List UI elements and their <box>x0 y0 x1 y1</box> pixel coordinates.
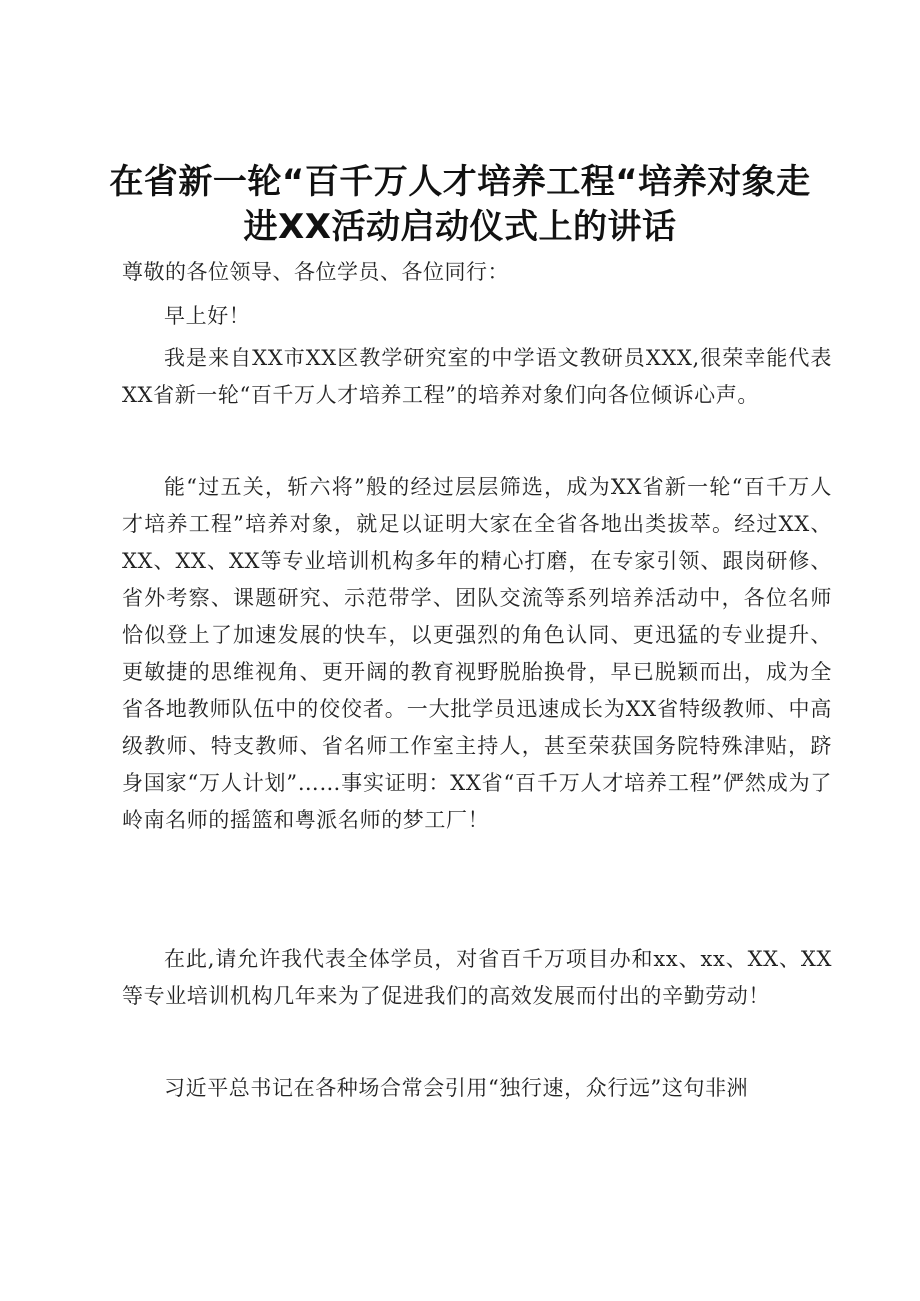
paragraph-introduction: 我是来自XX市XX区教学研究室的中学语文教研员XXX,很荣幸能代表XX省新一轮“百千万人才培养工程”的培养对象们向各位倾诉心声。 <box>122 346 832 407</box>
paragraph-achievements: 能“过五关，斩六将”般的经过层层筛选，成为XX省新一轮“百千万人才培养工程”培养对象，就足以证明大家在全省各地出类拔萃。经过XX、XX、XX、XX等专业培训机构多年的精心打磨，在专家引领、跟岗研修、省外考察、课题研究、示范带学、团队交流等系列培养活动中，各位名师恰似登上了加速发展的快车，以更强烈的角色认同、更迅猛的专业提升、更敏捷的思维视角、更开阔的教育视野脱胎换骨，早已脱颖而出，成为全省各地教师队伍中的佼佼者。一大批学员迅速成长为XX省特级教师、中高级教师、特支教师、省名师工作室主持人，甚至荣获国务院特殊津贴，跻身国家“万人计划”……事实证明：XX省“百千万人才培养工程”俨然成为了岭南名师的摇篮和粤派名师的梦工厂！ <box>122 475 832 832</box>
title-line-1: 在省新一轮“百千万人才培养工程“培养对象走 <box>109 162 811 202</box>
salutation: 尊敬的各位领导、各位学员、各位同行： <box>122 260 509 284</box>
title-line-2: 进XX活动启动仪式上的讲话 <box>243 207 677 247</box>
paragraph-greeting: 早上好！ <box>164 304 251 328</box>
paragraph-thanks: 在此,请允许我代表全体学员，对省百千万项目办和xx、xx、XX、XX等专业培训机构几年来为了促进我们的高效发展而付出的辛勤劳动！ <box>122 947 832 1008</box>
paragraph-quote: 习近平总书记在各种场合常会引用“独行速，众行远”这句非洲 <box>164 1076 749 1100</box>
document-title <box>100 160 820 250</box>
